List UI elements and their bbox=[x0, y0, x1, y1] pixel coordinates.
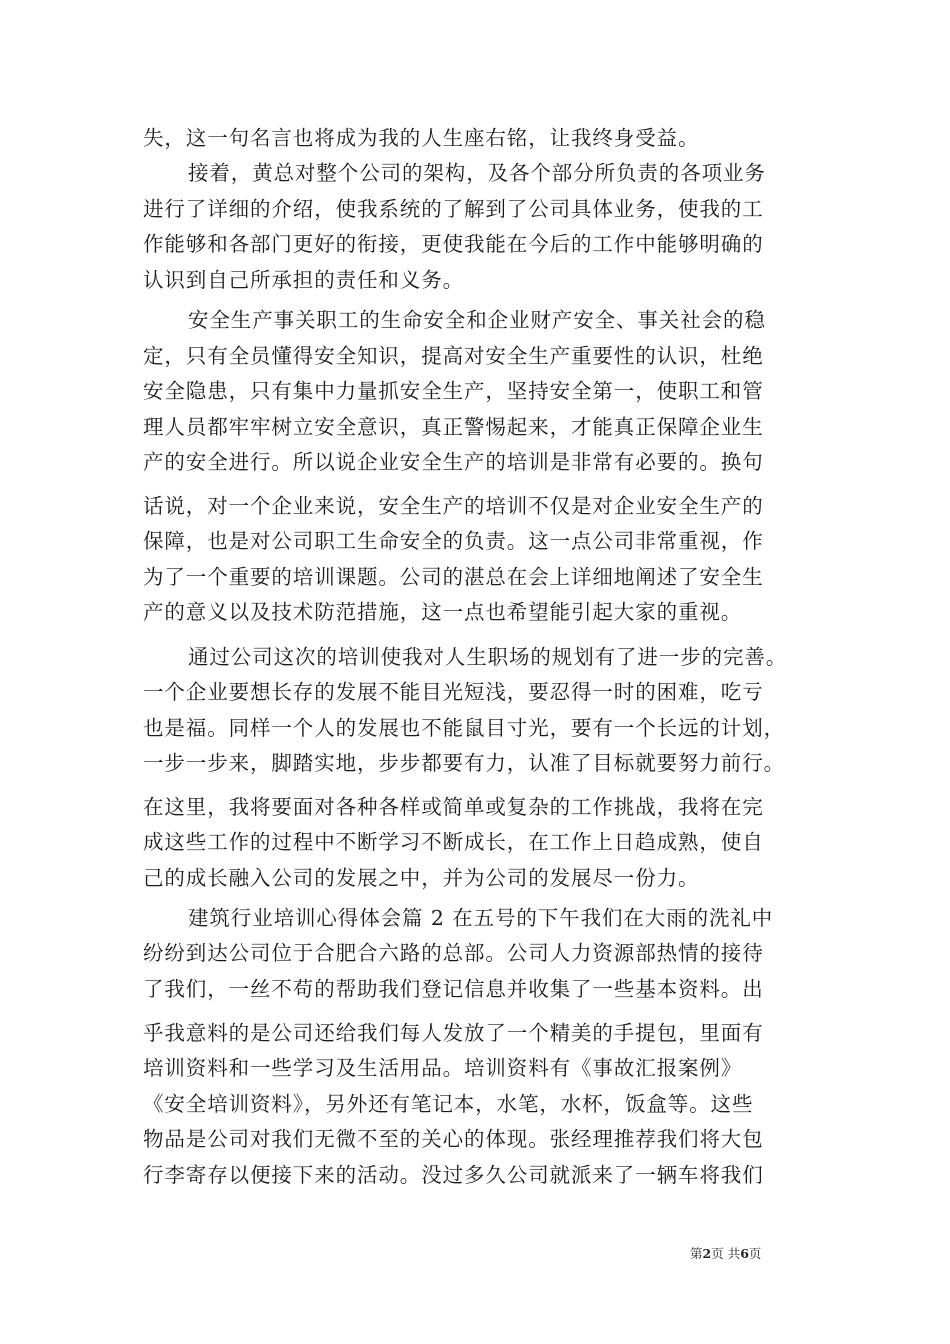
text-line: 培训资料和一些学习及生活用品。培训资料有《事故汇报案例》 bbox=[143, 1056, 743, 1080]
text-line: 己的成长融入公司的发展之中，并为公司的发展尽一份力。 bbox=[143, 866, 700, 890]
text-line: 物品是公司对我们无微不至的关心的体现。张经理推荐我们将大包 bbox=[143, 1127, 764, 1151]
text-line: 认识到自己所承担的责任和义务。 bbox=[143, 268, 464, 292]
paragraph-start-line: 建筑行业培训心得体会篇 2 在五号的下午我们在大雨的洗礼中 bbox=[188, 906, 774, 930]
text-line: 产的意义以及技术防范措施，这一点也希望能引起大家的重视。 bbox=[143, 600, 743, 624]
text-line: 失，这一句名言也将成为我的人生座右铭，让我终身受益。 bbox=[143, 126, 700, 150]
paragraph-start-line: 通过公司这次的培训使我对人生职场的规划有了进一步的完善。 bbox=[188, 645, 788, 669]
footer-suffix: 页 bbox=[748, 1246, 762, 1261]
text-line: 作能够和各部门更好的衔接，更使我能在今后的工作中能够明确的 bbox=[143, 232, 764, 256]
text-line: 保障，也是对公司职工生命安全的负责。这一点公司非常重视，作 bbox=[143, 529, 764, 553]
text-line: 也是福。同样一个人的发展也不能鼠目寸光，要有一个长远的计划， bbox=[143, 716, 785, 740]
text-line: 纷纷到达公司位于合肥合六路的总部。公司人力资源部热情的接待 bbox=[143, 941, 764, 965]
text-line: 成这些工作的过程中不断学习不断成长，在工作上日趋成熟，使自 bbox=[143, 830, 764, 854]
text-line: 了我们，一丝不苟的帮助我们登记信息并收集了一些基本资料。出 bbox=[143, 977, 764, 1001]
text-line: 一步一步来，脚踏实地，步步都要有力，认准了目标就要努力前行。 bbox=[143, 751, 785, 775]
text-line: 在这里，我将要面对各种各样或简单或复杂的工作挑战，我将在完 bbox=[143, 795, 764, 819]
text-line: 产的安全进行。所以说企业安全生产的培训是非常有必要的。换句 bbox=[143, 450, 764, 474]
page-number-footer bbox=[690, 1246, 850, 1262]
text-line: 理人员都牢牢树立安全意识，真正警惕起来，才能真正保障企业生 bbox=[143, 415, 764, 439]
text-line: 一个企业要想长存的发展不能目光短浅，要忍得一时的困难，吃亏 bbox=[143, 680, 764, 704]
text-line: 乎我意料的是公司还给我们每人发放了一个精美的手提包，里面有 bbox=[143, 1021, 764, 1045]
footer-prefix: 第 bbox=[690, 1246, 703, 1261]
text-line: 定，只有全员懂得安全知识，提高对安全生产重要性的认识，杜绝 bbox=[143, 344, 764, 368]
text-line: 安全隐患，只有集中力量抓安全生产，坚持安全第一，使职工和管 bbox=[143, 379, 764, 403]
text-line: 《安全培训资料》，另外还有笔记本，水笔，水杯，饭盒等。这些 bbox=[143, 1092, 754, 1116]
text-line: 话说，对一个企业来说，安全生产的培训不仅是对企业安全生产的 bbox=[143, 494, 764, 518]
text-line: 进行了详细的介绍，使我系统的了解到了公司具体业务，使我的工 bbox=[143, 197, 764, 221]
current-page-number: 2 bbox=[702, 1246, 712, 1261]
paragraph-start-line: 安全生产事关职工的生命安全和企业财产安全、事关社会的稳 bbox=[188, 308, 766, 332]
total-pages-number: 6 bbox=[740, 1246, 749, 1261]
footer-middle: 页 共 bbox=[711, 1246, 741, 1261]
text-line: 为了一个重要的培训课题。公司的湛总在会上详细地阐述了安全生 bbox=[143, 565, 764, 589]
text-line: 行李寄存以便接下来的活动。没过多久公司就派来了一辆车将我们 bbox=[143, 1163, 764, 1187]
paragraph-start-line: 接着，黄总对整个公司的架构，及各个部分所负责的各项业务 bbox=[188, 161, 766, 185]
